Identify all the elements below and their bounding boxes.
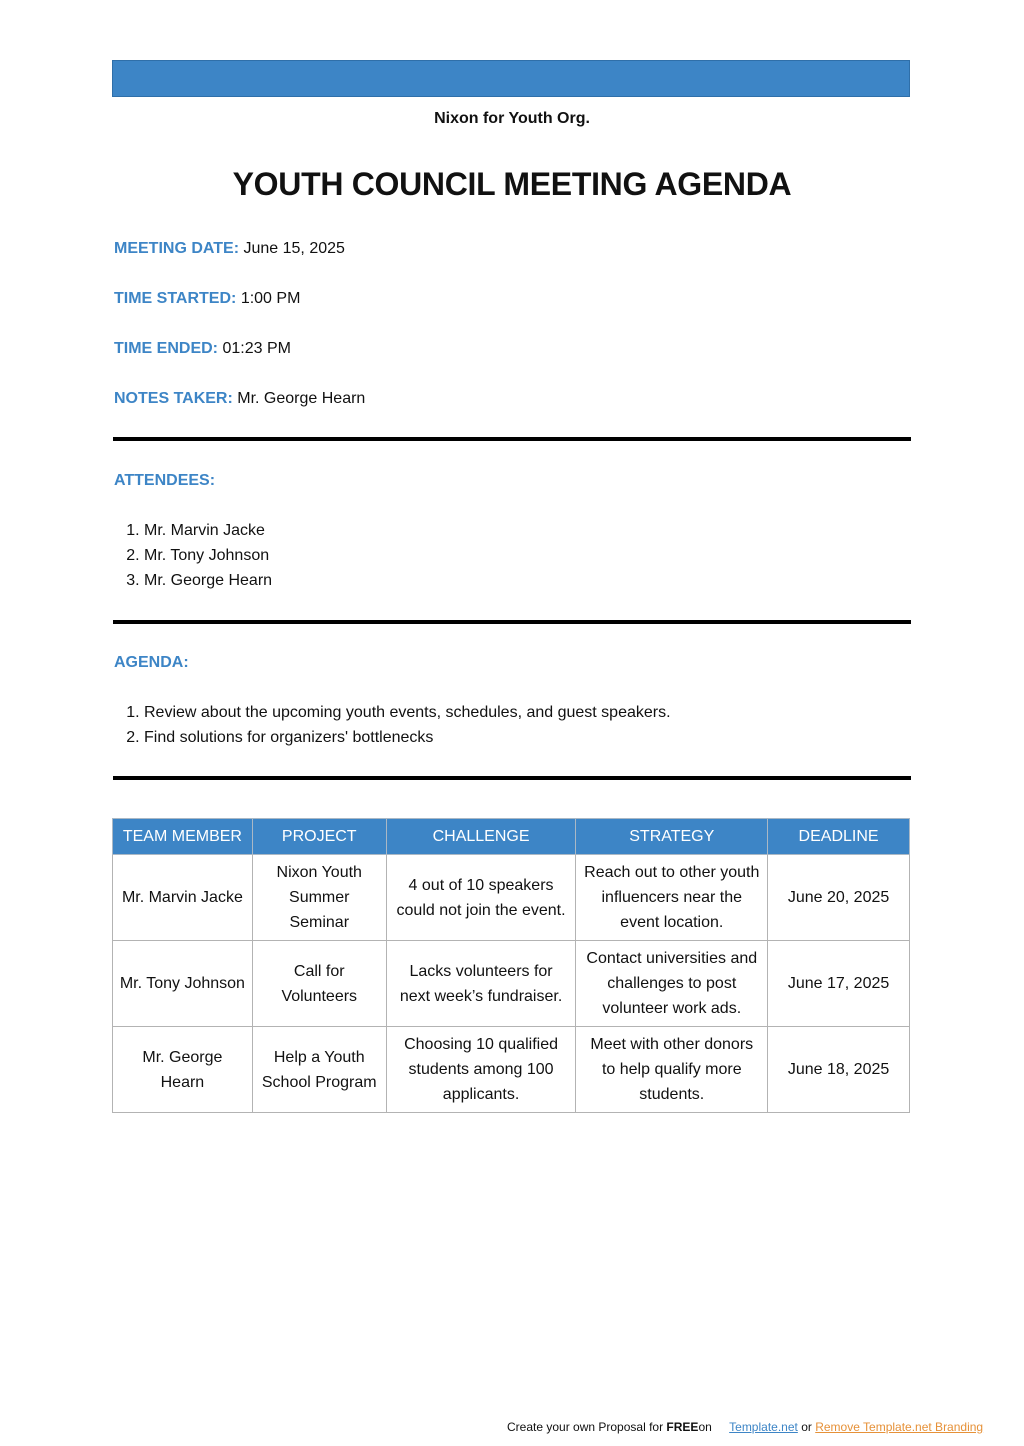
list-item: 2. Find solutions for organizers' bottlenecks (144, 725, 671, 750)
remove-branding-link[interactable]: Remove Template.net Branding (815, 1420, 984, 1434)
cell-deadline: June 17, 2025 (768, 941, 910, 1027)
template-net-link[interactable]: Template.net (729, 1420, 798, 1434)
cell-deadline: June 20, 2025 (768, 855, 910, 941)
column-header-strategy: STRATEGY (576, 819, 768, 855)
cell-deadline: June 18, 2025 (768, 1027, 910, 1113)
list-item: 1. Mr. Marvin Jacke (144, 518, 272, 543)
footer-prefix: Create your own Proposal for (507, 1420, 667, 1434)
tasks-table (112, 818, 910, 1113)
attendees-list (114, 518, 272, 593)
meeting-date-value: June 15, 2025 (243, 240, 345, 257)
time-started-value: 1:00 PM (240, 290, 301, 307)
table-row (113, 855, 910, 941)
meeting-date-label: MEETING DATE: (114, 240, 240, 257)
footer-branding (507, 1420, 983, 1434)
cell-challenge: Lacks volunteers for next week’s fundraiser. (386, 941, 576, 1027)
cell-team-member: Mr. Tony Johnson (113, 941, 253, 1027)
time-ended-label: TIME ENDED: (114, 340, 218, 357)
cell-strategy: Meet with other donors to help qualify more students. (576, 1027, 768, 1113)
meeting-date-row (114, 240, 345, 258)
cell-strategy: Reach out to other youth influencers near the event location. (576, 855, 768, 941)
table-row (113, 1027, 910, 1113)
list-item: 2. Mr. Tony Johnson (144, 543, 272, 568)
cell-team-member: Mr. George Hearn (113, 1027, 253, 1113)
time-started-label: TIME STARTED: (114, 290, 237, 307)
notes-taker-label: NOTES TAKER: (114, 390, 233, 407)
footer-free: FREE (666, 1420, 699, 1434)
attendees-heading: ATTENDEES: (114, 472, 216, 489)
time-ended-row (114, 340, 291, 358)
agenda-heading: AGENDA: (114, 654, 189, 671)
organization-name: Nixon for Youth Org. (434, 110, 590, 127)
time-ended-value: 01:23 PM (222, 340, 291, 357)
footer-on: on (698, 1420, 712, 1434)
table-row (113, 941, 910, 1027)
footer-or: or (801, 1420, 812, 1434)
header-color-bar (112, 60, 910, 97)
table-header-row (113, 819, 910, 855)
notes-taker-value: Mr. George Hearn (237, 390, 366, 407)
cell-challenge: Choosing 10 qualified students among 100 applicants. (386, 1027, 576, 1113)
page-title: YOUTH COUNCIL MEETING AGENDA (232, 166, 792, 202)
list-item: 3. Mr. George Hearn (144, 568, 272, 593)
column-header-deadline: DEADLINE (768, 819, 910, 855)
cell-team-member: Mr. Marvin Jacke (113, 855, 253, 941)
cell-project: Help a Youth School Program (252, 1027, 386, 1113)
agenda-list (114, 700, 671, 750)
section-divider (113, 776, 911, 780)
column-header-team-member: TEAM MEMBER (113, 819, 253, 855)
cell-project: Call for Volunteers (252, 941, 386, 1027)
list-item: 1. Review about the upcoming youth events, schedules, and guest speakers. (144, 700, 671, 725)
cell-project: Nixon Youth Summer Seminar (252, 855, 386, 941)
notes-taker-row (114, 390, 365, 408)
section-divider (113, 437, 911, 441)
cell-strategy: Contact universities and challenges to post volunteer work ads. (576, 941, 768, 1027)
column-header-project: PROJECT (252, 819, 386, 855)
cell-challenge: 4 out of 10 speakers could not join the event. (386, 855, 576, 941)
section-divider (113, 620, 911, 624)
column-header-challenge: CHALLENGE (386, 819, 576, 855)
time-started-row (114, 290, 300, 308)
